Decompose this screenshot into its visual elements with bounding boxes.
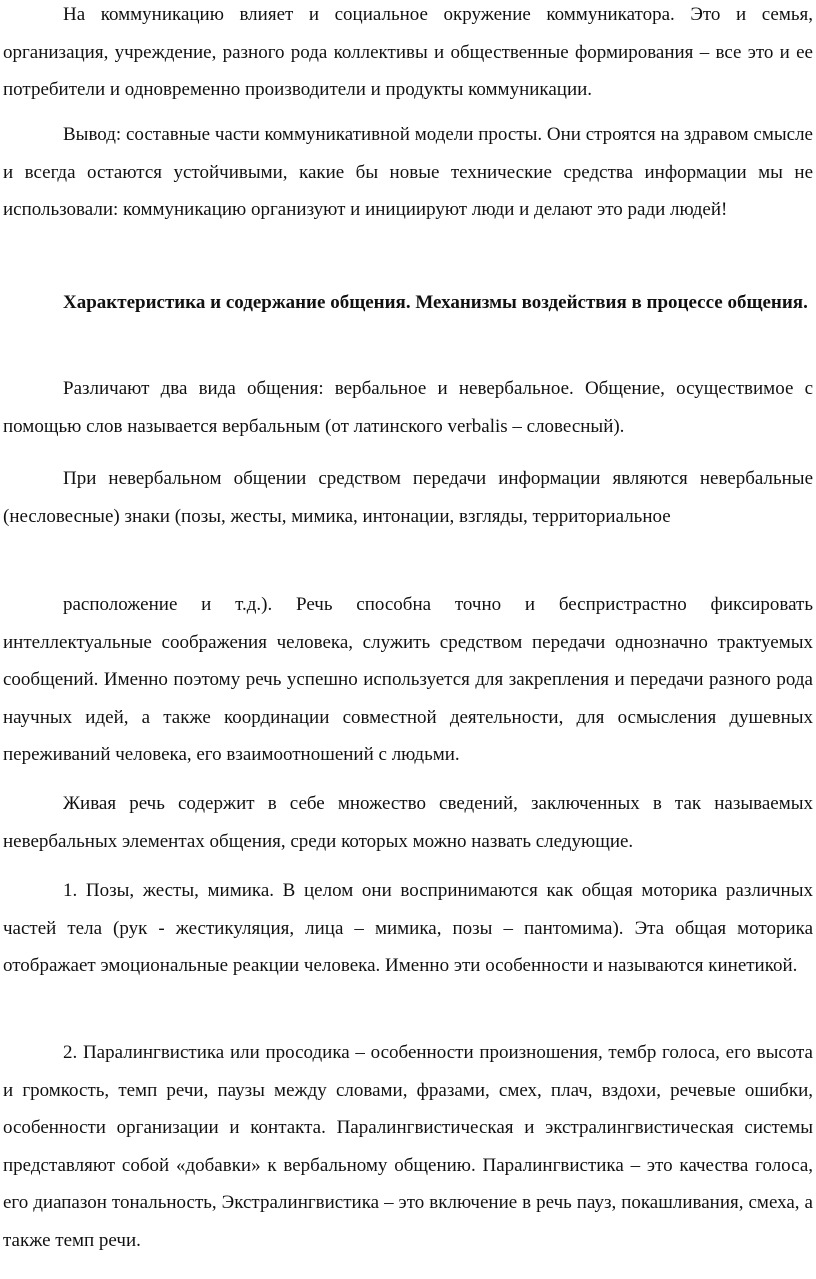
paragraph-speech: расположение и т.д.). Речь способна точно и беспристрастно фиксировать интеллектуальные соображения человека, служить средством передачи однозначно трактуемых сообщений. Именно поэтому речь успешно используется для закрепления и передачи разного рода научных идей, а также координации совместной деятельности, для осмысления душевных переживаний человека, его взаимоотношений с людьми. xyxy=(3,594,813,766)
section-heading: Характеристика и содержание общения. Механизмы воздействия в процессе общения. xyxy=(63,292,808,313)
paragraph-conclusion: Вывод: составные части коммуникативной модели просты. Они строятся на здравом смысле и всегда остаются устойчивыми, какие бы новые технические средства информации мы не использовали: коммуникацию организуют и инициируют люди и делают это ради людей! xyxy=(3,124,813,221)
paragraph-paralinguistics: 2. Паралингвистика или просодика – особенности произношения, тембр голоса, его высота и громкость, темп речи, паузы между словами, фразами, смех, плач, вздохи, речевые ошибки, особенности организации и контакта. Паралингвистическая и экстралингвистическая системы представляют собой «добавки» к вербальному общению. Паралингвистика – это качества голоса, его диапазон тональность, Экстралингвистика – это включение в речь пауз, покашливания, смеха, а также темп речи. xyxy=(3,1042,813,1251)
paragraph-live-speech: Живая речь содержит в себе множество сведений, заключенных в так называемых невербальных элементах общения, среди которых можно назвать следующие. xyxy=(3,793,813,852)
paragraph-verbal: Различают два вида общения: вербальное и невербальное. Общение, осуществимое с помощью слов называется вербальным (от латинского verbalis – словесный). xyxy=(3,378,813,437)
paragraph-poses: 1. Позы, жесты, мимика. В целом они воспринимаются как общая моторика различных частей тела (рук - жестикуляция, лица – мимика, позы – пантомима). Эта общая моторика отображает эмоциональные реакции человека. Именно эти особенности и называются кинетикой. xyxy=(3,880,813,977)
paragraph-nonverbal: При невербальном общении средством передачи информации являются невербальные (несловесные) знаки (позы, жесты, мимика, интонации, взгляды, территориальное xyxy=(3,468,813,527)
paragraph-social-environment: На коммуникацию влияет и социальное окружение коммуникатора. Это и семья, организация, учреждение, разного рода коллективы и общественные формирования – все это и ее потребители и одновременно производители и продукты коммуникации. xyxy=(3,4,813,101)
